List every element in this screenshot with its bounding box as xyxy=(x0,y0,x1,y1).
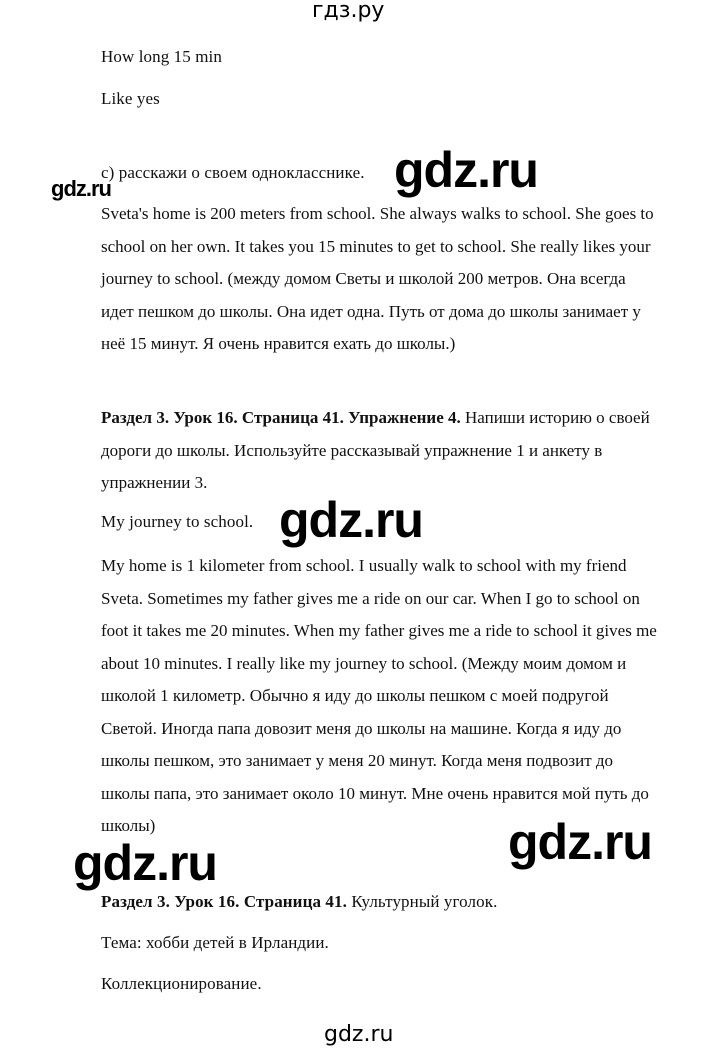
watermark-4: gdz.ru xyxy=(508,814,652,870)
watermark-2: gdz.ru xyxy=(51,176,111,201)
exercise-4-heading: Раздел 3. Урок 16. Страница 41. Упражнение 4. xyxy=(101,408,461,427)
like-line: Like yes xyxy=(101,89,160,108)
header-site-name: гдз.ру xyxy=(312,0,385,23)
culture-block xyxy=(101,892,497,912)
culture-topic: Тема: хобби детей в Ирландии. xyxy=(101,933,329,952)
how-long-line: How long 15 min xyxy=(101,47,222,66)
exercise-4-task: Напиши историю о своей дороги до школы. Используйте рассказывай упражнение 1 и анкету в упражнении 3. xyxy=(101,408,650,492)
watermark-5: gdz.ru xyxy=(73,835,217,891)
culture-item: Коллекционирование. xyxy=(101,974,262,993)
journey-story: My home is 1 kilometer from school. I usually walk to school with my friend Sveta. Sometimes my father gives me a ride on our car. When I go to school on foot it takes me 20 minutes. When my father gives me a ride to school it gives me about 10 minutes. I really like my journey to school. (Между моим домом и школой 1 километр. Обычно я иду до школы пешком с моей подругой Светой. Иногда папа довозит меня до школы на машине. Когда я иду до школы пешком, это занимает у меня 20 минут. Когда меня подвозит до школы папа, это занимает около 10 минут. Мне очень нравится мой путь до школы) xyxy=(101,556,657,835)
journey-title: My journey to school. xyxy=(101,512,254,531)
culture-heading: Раздел 3. Урок 16. Страница 41. xyxy=(101,892,347,911)
footer-watermark: gdz.ru xyxy=(324,1022,394,1047)
culture-task: Культурный уголок. xyxy=(346,892,498,911)
exercise-4-block xyxy=(101,402,661,500)
sveta-paragraph: Sveta's home is 200 meters from school. She always walks to school. She goes to school on her own. It takes you 15 minutes to get to school. She really likes your journey to school. (между домом Светы и школой 200 метров. Она всегда идет пешком до школы. Она идет одна. Путь от дома до школы занимает у неё 15 минут. Я очень нравится ехать до школы.) xyxy=(101,204,654,353)
watermark-3: gdz.ru xyxy=(279,492,423,548)
watermark-1: gdz.ru xyxy=(394,142,538,198)
task-c-line: c) расскажи о своем однокласснике. xyxy=(101,163,365,182)
